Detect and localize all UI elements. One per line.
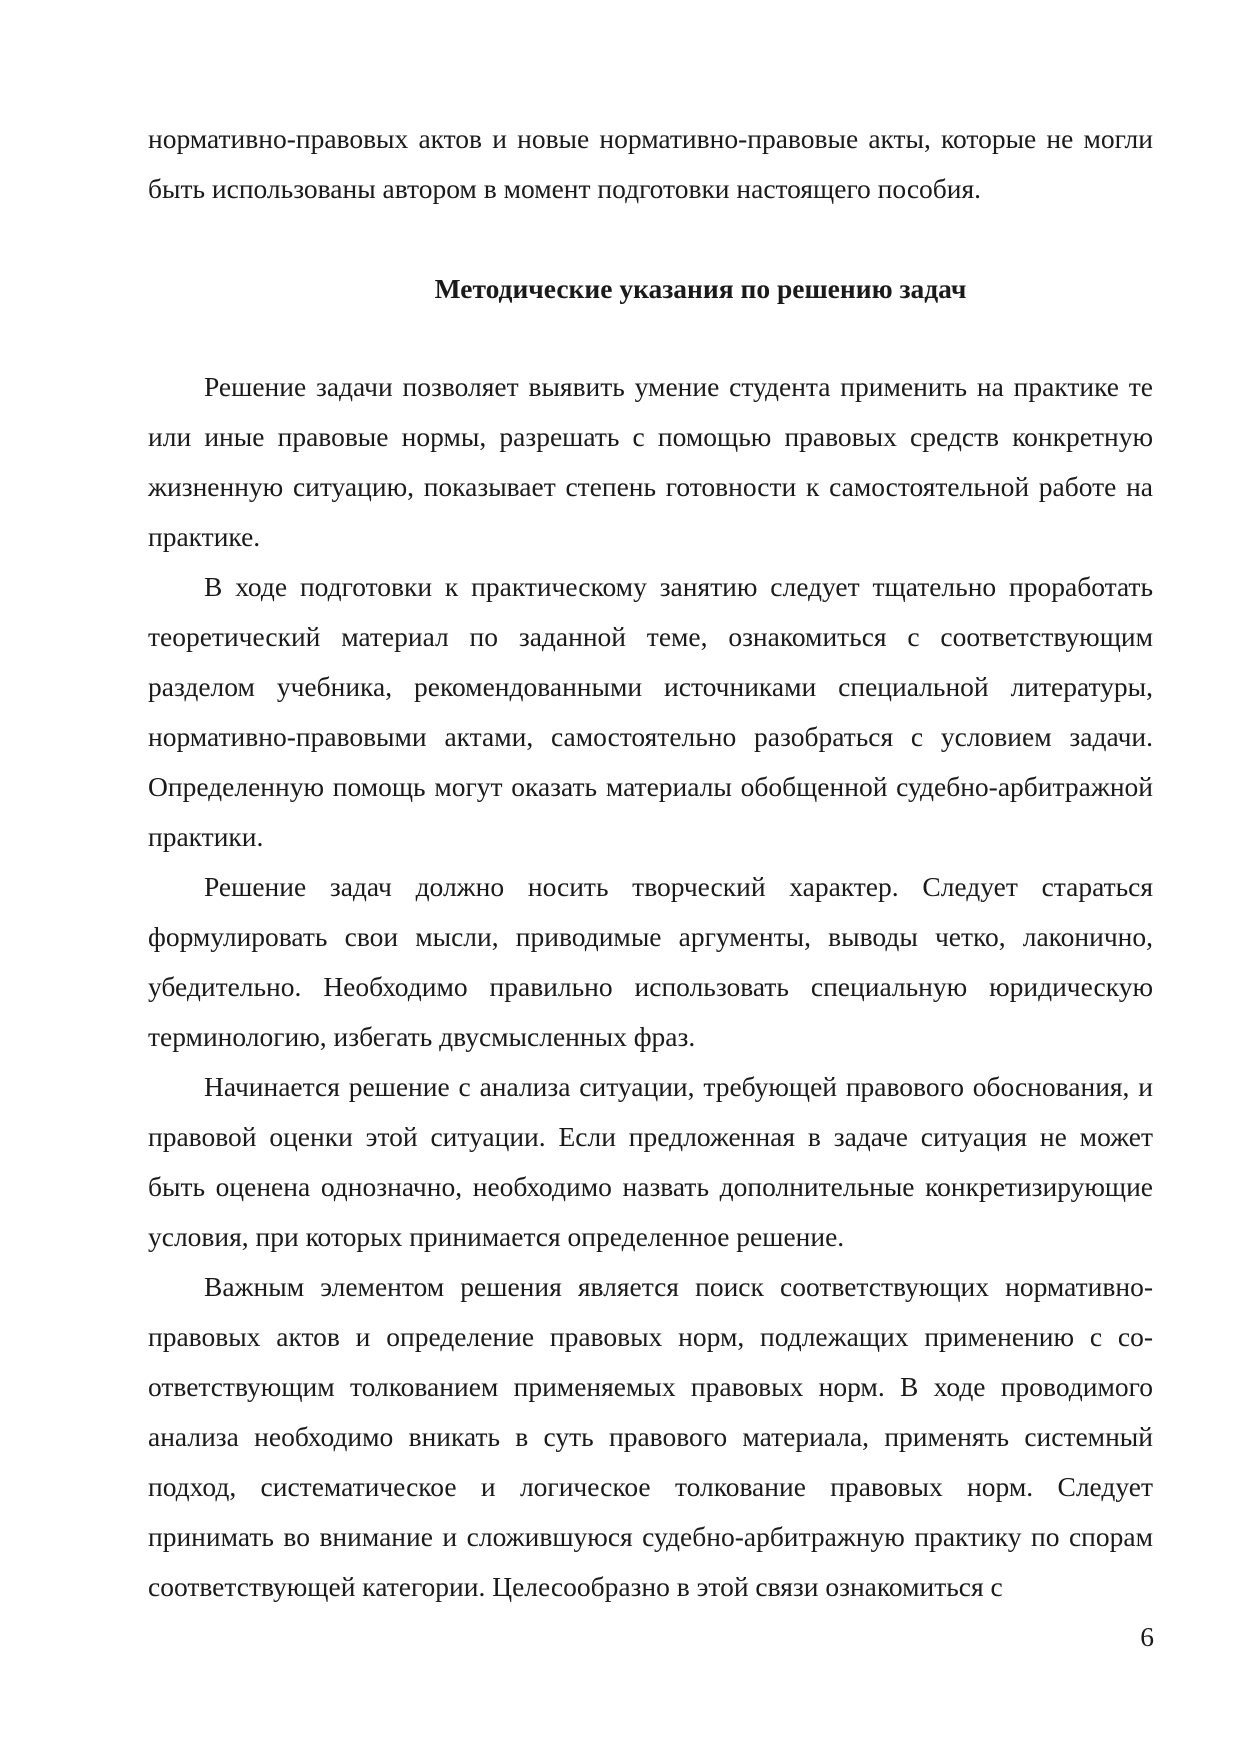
body-text-block [148,362,1153,1612]
continuation-paragraph: нормативно-правовых актов и новые нормативно-правовые акты, которые не могли быть использованы автором в момент подготовки настоящего пособия. [148,123,1153,204]
section-heading: Методические указания по решению задач [434,273,967,304]
paragraph-1: Решение задачи позволяет выявить умение студента применить на практике те или иные правовые нормы, разрешать с помощью правовых средств конкретную жизненную ситуацию, показывает степень готовности к самостоятельной работе на практике. [148,371,1153,552]
paragraph-2: В ходе подготовки к практическому занятию следует тщательно проработать теоретический материал по заданной теме, ознакомиться с соответствующим разделом учебника, рекомендованными источниками специальной литературы, нормативно-правовыми актами, самостоятельно разобраться с условием задачи. Определенную помощь могут оказать материалы обобщенной судебно-арбитражной практики. [148,571,1153,852]
continuation-text-block [148,114,1153,214]
paragraph-5: Важным элементом решения является поиск соответствующих нормативно-правовых актов и определение правовых норм, подлежащих применению с соответствующим толкованием применяемых правовых норм. В ходе проводимого анализа необходимо вникать в суть правового материала, применять системный подход, систематическое и логическое толкование правовых норм. Следует принимать во внимание и сложившуюся судебно-арбитражную практику по спорам соответствующей категории. Целесообразно в этой связи ознакомиться с [148,1271,1153,1602]
page-number: 6 [1140,1621,1154,1652]
paragraph-4: Начинается решение с анализа ситуации, требующей правового обоснования, и правовой оценки этой ситуации. Если предложенная в задаче ситуация не может быть оценена однозначно, необходимо назвать дополнительные конкретизирующие условия, при которых принимается определенное решение. [148,1071,1153,1252]
paragraph-3: Решение задач должно носить творческий характер. Следует стараться формулировать свои мысли, приводимые аргументы, выводы четко, лаконично, убедительно. Необходимо правильно использовать специальную юридическую терминологию, избегать двусмысленных фраз. [148,871,1153,1052]
